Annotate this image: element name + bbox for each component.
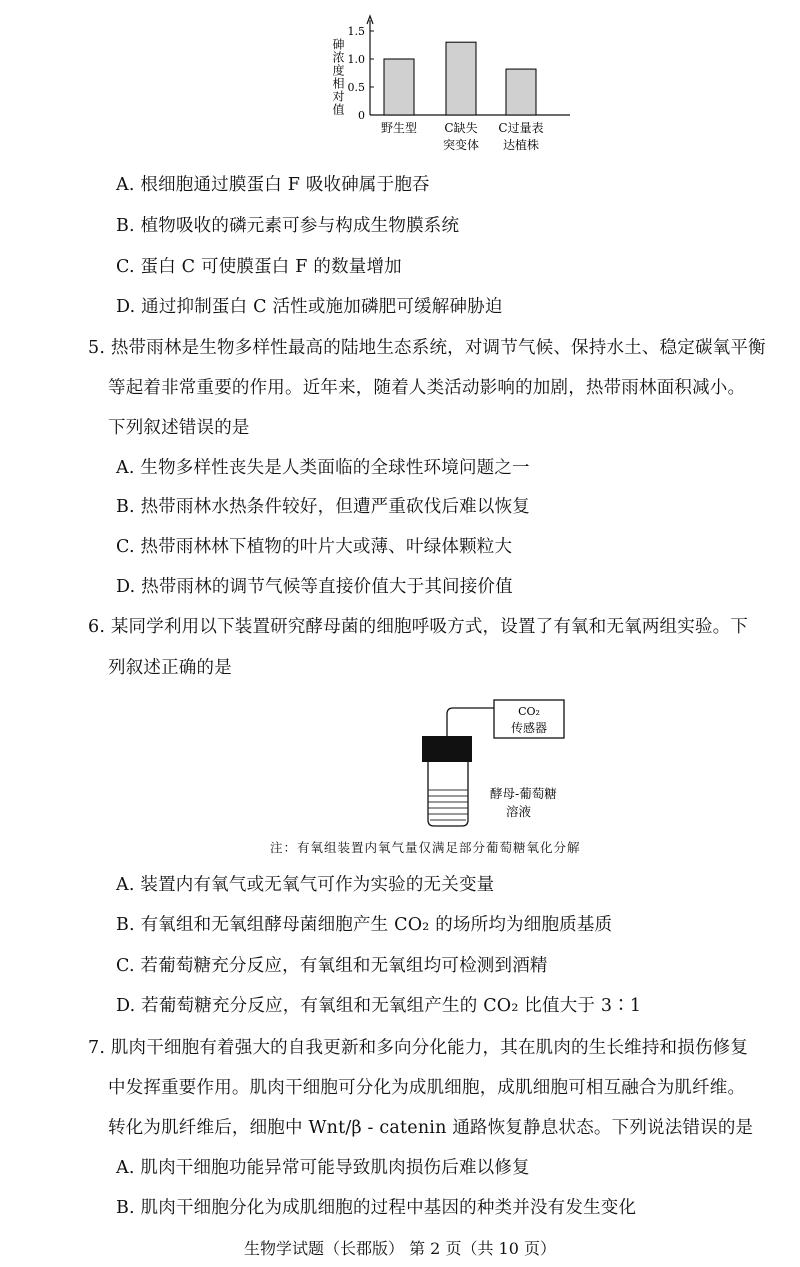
q7-stem-line1: 7. 肌肉干细胞有着强大的自我更新和多向分化能力，其在肌肉的生长维持和损伤修复: [88, 1038, 749, 1058]
q5-option-b: B. 热带雨林水热条件较好，但遭严重砍伐后难以恢复: [116, 497, 530, 517]
q4-option-a: A. 根细胞通过膜蛋白 F 吸收砷属于胞吞: [116, 175, 430, 195]
q4-option-b: B. 植物吸收的磷元素可参与构成生物膜系统: [116, 216, 460, 236]
solution-level: [428, 790, 468, 820]
x-tick-label: C缺失: [444, 121, 478, 135]
x-tick-label: 突变体: [442, 138, 480, 152]
q7-stem-line2: 中发挥重要作用。肌肉干细胞可分化为成肌细胞，成肌细胞可相互融合为肌纤维。: [108, 1078, 746, 1098]
solution-label-line2: 溶液: [506, 804, 532, 819]
q4-option-d: D. 通过抑制蛋白 C 活性或施加磷肥可缓解砷胁迫: [116, 297, 503, 317]
yeast-apparatus-diagram: [410, 692, 610, 832]
arsenic-bar-chart: [320, 8, 600, 158]
q6-option-a: A. 装置内有氧气或无氧气可作为实验的无关变量: [116, 875, 495, 895]
y-axis-label: 砷浓度相对值: [331, 38, 345, 116]
q6-stem-line1: 6. 某同学利用以下装置研究酵母菌的细胞呼吸方式，设置了有氧和无氧两组实验。下: [88, 617, 749, 637]
bar: [384, 59, 414, 115]
x-tick-label: 野生型: [380, 121, 418, 135]
q6-option-c: C. 若葡萄糖充分反应，有氧组和无氧组均可检测到酒精: [116, 956, 548, 976]
q6-option-d: D. 若葡萄糖充分反应，有氧组和无氧组产生的 CO₂ 比值大于 3∶1: [116, 996, 642, 1016]
q5-stem-line3: 下列叙述错误的是: [108, 418, 250, 438]
y-tick-label: 0: [358, 109, 365, 122]
q7-option-b: B. 肌肉干细胞分化为成肌细胞的过程中基因的种类并没有发生变化: [116, 1198, 637, 1218]
page-footer: 生物学试题（长郡版） 第 2 页（共 10 页）: [244, 1239, 556, 1258]
q7-stem-line3: 转化为肌纤维后，细胞中 Wnt/β - catenin 通路恢复静息状态。下列说法错误的是: [108, 1118, 754, 1138]
x-tick-label: 达植株: [502, 138, 540, 152]
y-tick-label: 0.5: [347, 81, 365, 94]
sensor-label-co2: CO₂: [518, 705, 540, 718]
q6-stem-line2: 列叙述正确的是: [108, 658, 232, 678]
q5-stem-line2: 等起着非常重要的作用。近年来，随着人类活动影响的加剧，热带雨林面积减小。: [108, 378, 746, 398]
flask-body: [428, 762, 468, 826]
solution-label-line1: 酵母-葡萄糖: [490, 786, 557, 801]
x-tick-label: C过量表: [498, 121, 544, 135]
q6-diagram-note: 注：有氧组装置内氧气量仅满足部分葡萄糖氧化分解: [270, 840, 581, 855]
sensor-label-text: 传感器: [510, 721, 548, 735]
bar: [506, 69, 536, 115]
y-tick-label: 1.0: [347, 53, 365, 66]
q6-option-b: B. 有氧组和无氧组酵母菌细胞产生 CO₂ 的场所均为细胞质基质: [116, 915, 613, 935]
q5-stem-line1: 5. 热带雨林是生物多样性最高的陆地生态系统，对调节气候、保持水土、稳定碳氧平衡: [88, 338, 766, 358]
sensor-tube: [447, 708, 494, 736]
rubber-stopper: [422, 736, 472, 762]
q5-option-d: D. 热带雨林的调节气候等直接价值大于其间接价值: [116, 577, 513, 597]
bar: [446, 42, 476, 115]
q7-option-a: A. 肌肉干细胞功能异常可能导致肌肉损伤后难以修复: [116, 1158, 530, 1178]
q5-option-c: C. 热带雨林林下植物的叶片大或薄、叶绿体颗粒大: [116, 537, 513, 557]
q4-option-c: C. 蛋白 C 可使膜蛋白 F 的数量增加: [116, 257, 402, 277]
q5-option-a: A. 生物多样性丧失是人类面临的全球性环境问题之一: [116, 458, 530, 478]
y-tick-label: 1.5: [347, 25, 365, 38]
